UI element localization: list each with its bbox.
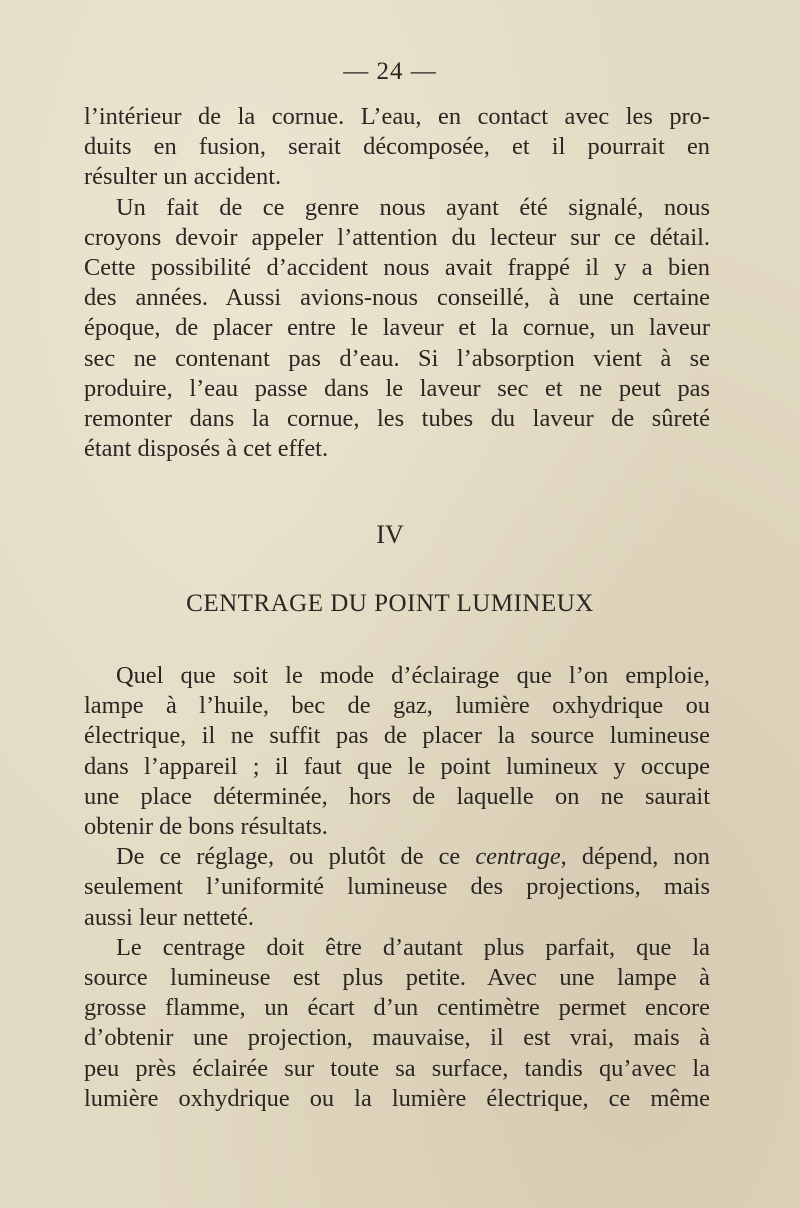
text-line: résulter un accident. — [84, 163, 282, 191]
text-run: De ce réglage, ou plutôt de ce — [116, 843, 476, 871]
text-line: seulement l’uniformité lumineuse des projections, mais — [84, 873, 710, 901]
text-line: étant disposés à cet effet. — [84, 435, 329, 463]
text-line: électrique, il ne suffit pas de placer la source lumineuse — [84, 722, 710, 750]
paragraph-1 — [84, 102, 710, 193]
page-number: — 24 — — [343, 58, 437, 85]
text-line: Le centrage doit être d’autant plus parfait, que la — [116, 933, 710, 961]
text-line: Quel que soit le mode d’éclairage que l’on emploie, — [116, 662, 710, 689]
text-line: peu près éclairée sur toute sa surface, tandis qu’avec la — [84, 1054, 710, 1082]
text-line: sec ne contenant pas d’eau. Si l’absorption vient à se — [84, 344, 710, 372]
text-line: Cette possibilité d’accident nous avait frappé il y a bien — [84, 254, 710, 282]
text-line: d’obtenir une projection, mauvaise, il est vrai, mais à — [84, 1024, 710, 1052]
text-line: dans l’appareil ; il faut que le point lumineux y occupe — [84, 752, 710, 780]
emphasized-term: centrage — [475, 843, 561, 871]
text-block-bottom — [84, 661, 710, 1114]
section-title: CENTRAGE DU POINT LUMINEUX — [186, 590, 594, 617]
text-line: obtenir de bons résultats. — [84, 813, 328, 841]
text-line: lampe à l’huile, bec de gaz, lumière oxhydrique ou — [84, 692, 710, 720]
text-line: remonter dans la cornue, les tubes du laveur de sûreté — [84, 405, 710, 433]
text-block-top — [84, 102, 710, 464]
text-run: , dépend, non — [560, 843, 710, 871]
paragraph-4 — [84, 842, 710, 933]
text-line: produire, l’eau passe dans le laveur sec et ne peut pas — [84, 374, 710, 402]
text-line: Un fait de ce genre nous ayant été signalé, nous — [116, 193, 710, 221]
paragraph-3 — [84, 661, 710, 842]
text-line: époque, de placer entre le laveur et la cornue, un laveur — [84, 314, 710, 342]
text-line — [84, 842, 710, 872]
text-line: grosse flamme, un écart d’un centimètre permet encore — [84, 994, 710, 1022]
text-line: lumière oxhydrique ou la lumière électrique, ce même — [84, 1084, 710, 1112]
text-line: l’intérieur de la cornue. L’eau, en contact avec les pro- — [84, 103, 710, 130]
paragraph-2 — [84, 193, 710, 465]
section-number: IV — [376, 520, 404, 549]
text-line: croyons devoir appeler l’attention du lecteur sur ce détail. — [84, 223, 710, 251]
text-line: source lumineuse est plus petite. Avec une lampe à — [84, 964, 710, 992]
text-line: aussi leur netteté. — [84, 903, 254, 931]
paragraph-5 — [84, 933, 710, 1114]
text-line: une place déterminée, hors de laquelle on ne saurait — [84, 782, 710, 810]
text-line: duits en fusion, serait décomposée, et il pourrait en — [84, 133, 710, 161]
text-line: des années. Aussi avions-nous conseillé, à une certaine — [84, 284, 710, 312]
